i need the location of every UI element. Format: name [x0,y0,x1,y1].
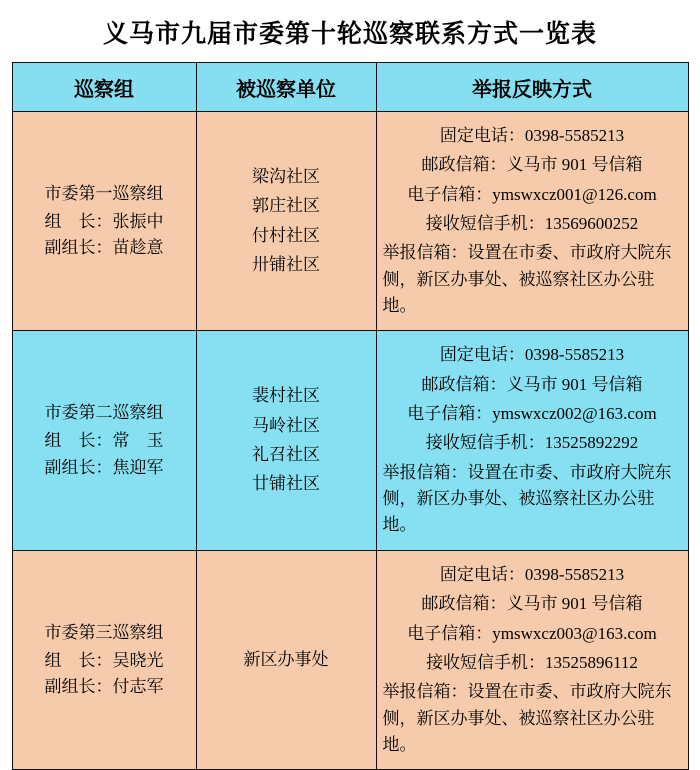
contact-post: 邮政信箱：义马市 901 号信箱 [421,155,643,175]
cell-units-2 [196,331,376,550]
contact-box [383,679,682,758]
contact-post: 邮政信箱：义马市 901 号信箱 [421,594,643,614]
unit-item: 卅铺社区 [252,255,320,275]
contact-sms: 接收短信手机：13525892292 [425,433,639,453]
group-leader-2: 组 长：常 玉 [44,431,164,451]
group-name-2: 市委第二巡察组 [44,403,164,423]
group-deputy-2: 副组长：焦迎军 [44,457,164,477]
cell-contact-2 [376,331,688,550]
contact-box-label: 举报信箱： [382,462,468,482]
group-deputy-3: 副组长：付志军 [44,677,164,697]
cell-group-2 [12,331,196,550]
unit-item: 新区办事处 [243,649,329,669]
cell-contact-1 [376,112,688,331]
column-header-group: 巡察组 [12,63,196,112]
group-leader-1: 组 长：张振中 [44,212,164,232]
page-title: 义马市九届市委第十轮巡察联系方式一览表 [102,21,597,48]
table-header-row [12,63,688,112]
contact-box-label: 举报信箱： [382,682,468,702]
unit-item: 礼召社区 [252,445,320,465]
cell-contact-3 [376,550,688,769]
group-name-1: 市委第一巡察组 [44,183,164,203]
unit-item: 郭庄社区 [252,196,320,216]
contact-sms: 接收短信手机：13525896112 [426,652,638,672]
cell-units-1 [196,112,376,331]
contact-email: 电子信箱：ymswxcz001@126.com [407,184,657,204]
unit-item: 梁沟社区 [252,167,320,187]
contact-phone: 固定电话：0398-5585213 [439,345,625,365]
cell-group-1 [12,112,196,331]
contact-box-text: 设置在市委、市政府大院东侧，新区办事处、被巡察社区办公驻地。 [382,682,672,754]
contact-post: 邮政信箱：义马市 901 号信箱 [421,374,643,394]
contact-phone: 固定电话：0398-5585213 [439,564,625,584]
unit-item: 马岭社区 [252,415,320,435]
contact-box-text: 设置在市委、市政府大院东侧，新区办事处、被巡察社区办公驻地。 [382,462,672,535]
contact-box-text: 设置在市委、市政府大院东侧，新区办事处、被巡察社区办公驻地。 [382,243,672,316]
contact-email: 电子信箱：ymswxcz002@163.com [407,404,657,424]
group-leader-3: 组 长：吴晓光 [44,650,164,670]
column-header-contact: 举报反映方式 [376,63,688,112]
table-row [12,331,688,550]
unit-item: 付村社区 [252,225,320,245]
contact-phone: 固定电话：0398-5585213 [439,126,625,145]
cell-units-3 [196,550,376,769]
contact-box [383,460,682,539]
table-row [12,550,688,769]
contact-box [383,240,682,319]
column-header-unit: 被巡察单位 [196,63,376,112]
group-deputy-1: 副组长：苗趁意 [44,238,164,258]
cell-group-3 [12,550,196,769]
table-row [12,112,688,331]
contact-email: 电子信箱：ymswxcz003@163.com [407,623,657,643]
unit-item: 裴村社区 [252,386,320,406]
contact-sms: 接收短信手机：13569600252 [425,214,639,234]
unit-item: 廿铺社区 [252,474,320,494]
contact-table [12,62,689,770]
group-name-3: 市委第三巡察组 [44,622,164,642]
contact-box-label: 举报信箱： [382,243,468,263]
